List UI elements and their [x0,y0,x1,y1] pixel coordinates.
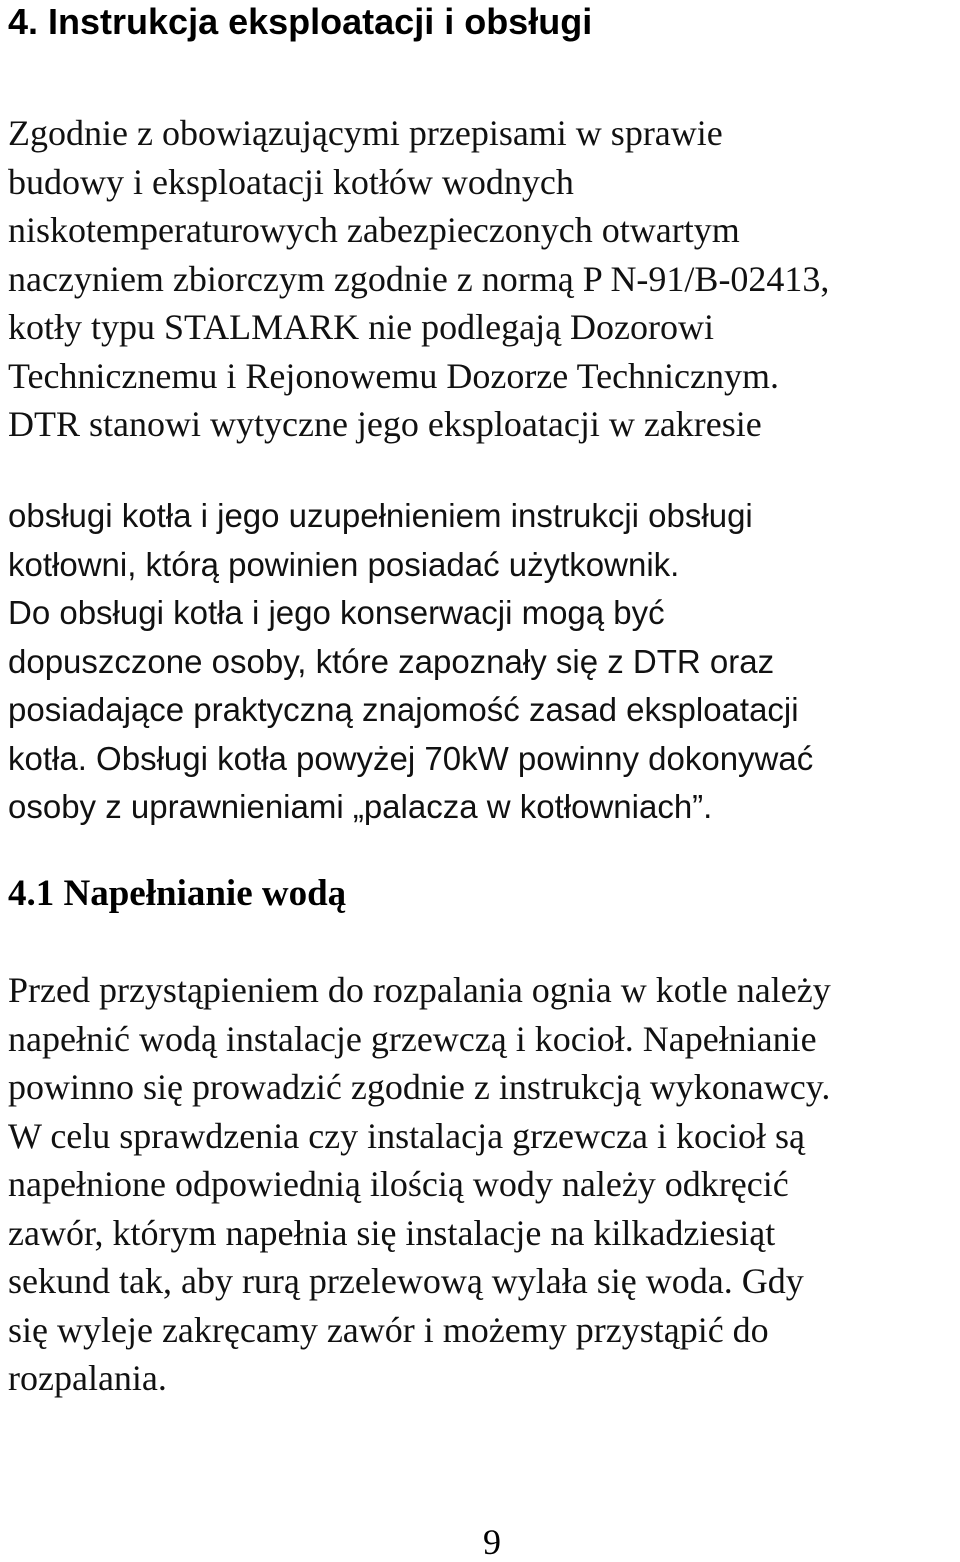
text-line: W celu sprawdzenia czy instalacja grzewcza i kocioł są [8,1115,805,1156]
text-line: DTR stanowi wytyczne jego eksploatacji w zakresie [8,404,762,444]
text-line: napełnione odpowiednią ilością wody należy odkręcić [8,1164,789,1204]
text-line: kotłowni, którą powinien posiadać użytkownik. [8,545,680,583]
text-line: osoby z uprawnieniami „palacza w kotłowniach”. [8,788,713,825]
paragraph-filling [8,966,831,1403]
page-number: 9 [483,1522,501,1562]
text-line: niskotemperaturowych zabezpieczonych otwartym [8,210,740,250]
text-line: Technicznemu i Rejonowemu Dozorze Technicznym. [8,355,780,396]
text-line: Zgodnie z obowiązującymi przepisami w sprawie [8,113,723,153]
paragraph-regulations [8,109,829,449]
text-line: napełnić wodą instalacje grzewczą i kocioł. Napełnianie [8,1018,817,1059]
text-line: kotły typu STALMARK nie podlegają Dozorowi [8,307,715,347]
text-line: obsługi kotła i jego uzupełnieniem instrukcji obsługi [8,497,753,534]
text-line: budowy i eksploatacji kotłów wodnych [8,161,574,202]
text-line: dopuszczone osoby, które zapoznały się z DTR oraz [8,642,775,680]
text-line: kotła. Obsługi kotła powyżej 70kW powinny dokonywać [8,739,814,777]
text-line: rozpalania. [8,1358,167,1398]
text-line: naczyniem zbiorczym zgodnie z normą P N-91/B-02413, [8,258,830,299]
section-heading: 4. Instrukcja eksploatacji i obsługi [8,1,593,42]
text-line: zawór, którym napełnia się instalacje na kilkadziesiąt [8,1212,776,1253]
paragraph-operation [8,492,813,832]
text-line: się wyleje zakręcamy zawór i możemy przystąpić do [8,1309,769,1350]
text-line: Przed przystąpieniem do rozpalania ognia w kotle należy [8,970,831,1010]
text-line: sekund tak, aby rurą przelewową wylała się woda. Gdy [8,1261,804,1301]
subsection-heading: 4.1 Napełnianie wodą [8,873,347,914]
text-line: posiadające praktyczną znajomość zasad eksploatacji [8,691,799,728]
text-line: Do obsługi kotła i jego konserwacji mogą być [8,594,665,631]
text-line: powinno się prowadzić zgodnie z instrukcją wykonawcy. [8,1067,831,1107]
